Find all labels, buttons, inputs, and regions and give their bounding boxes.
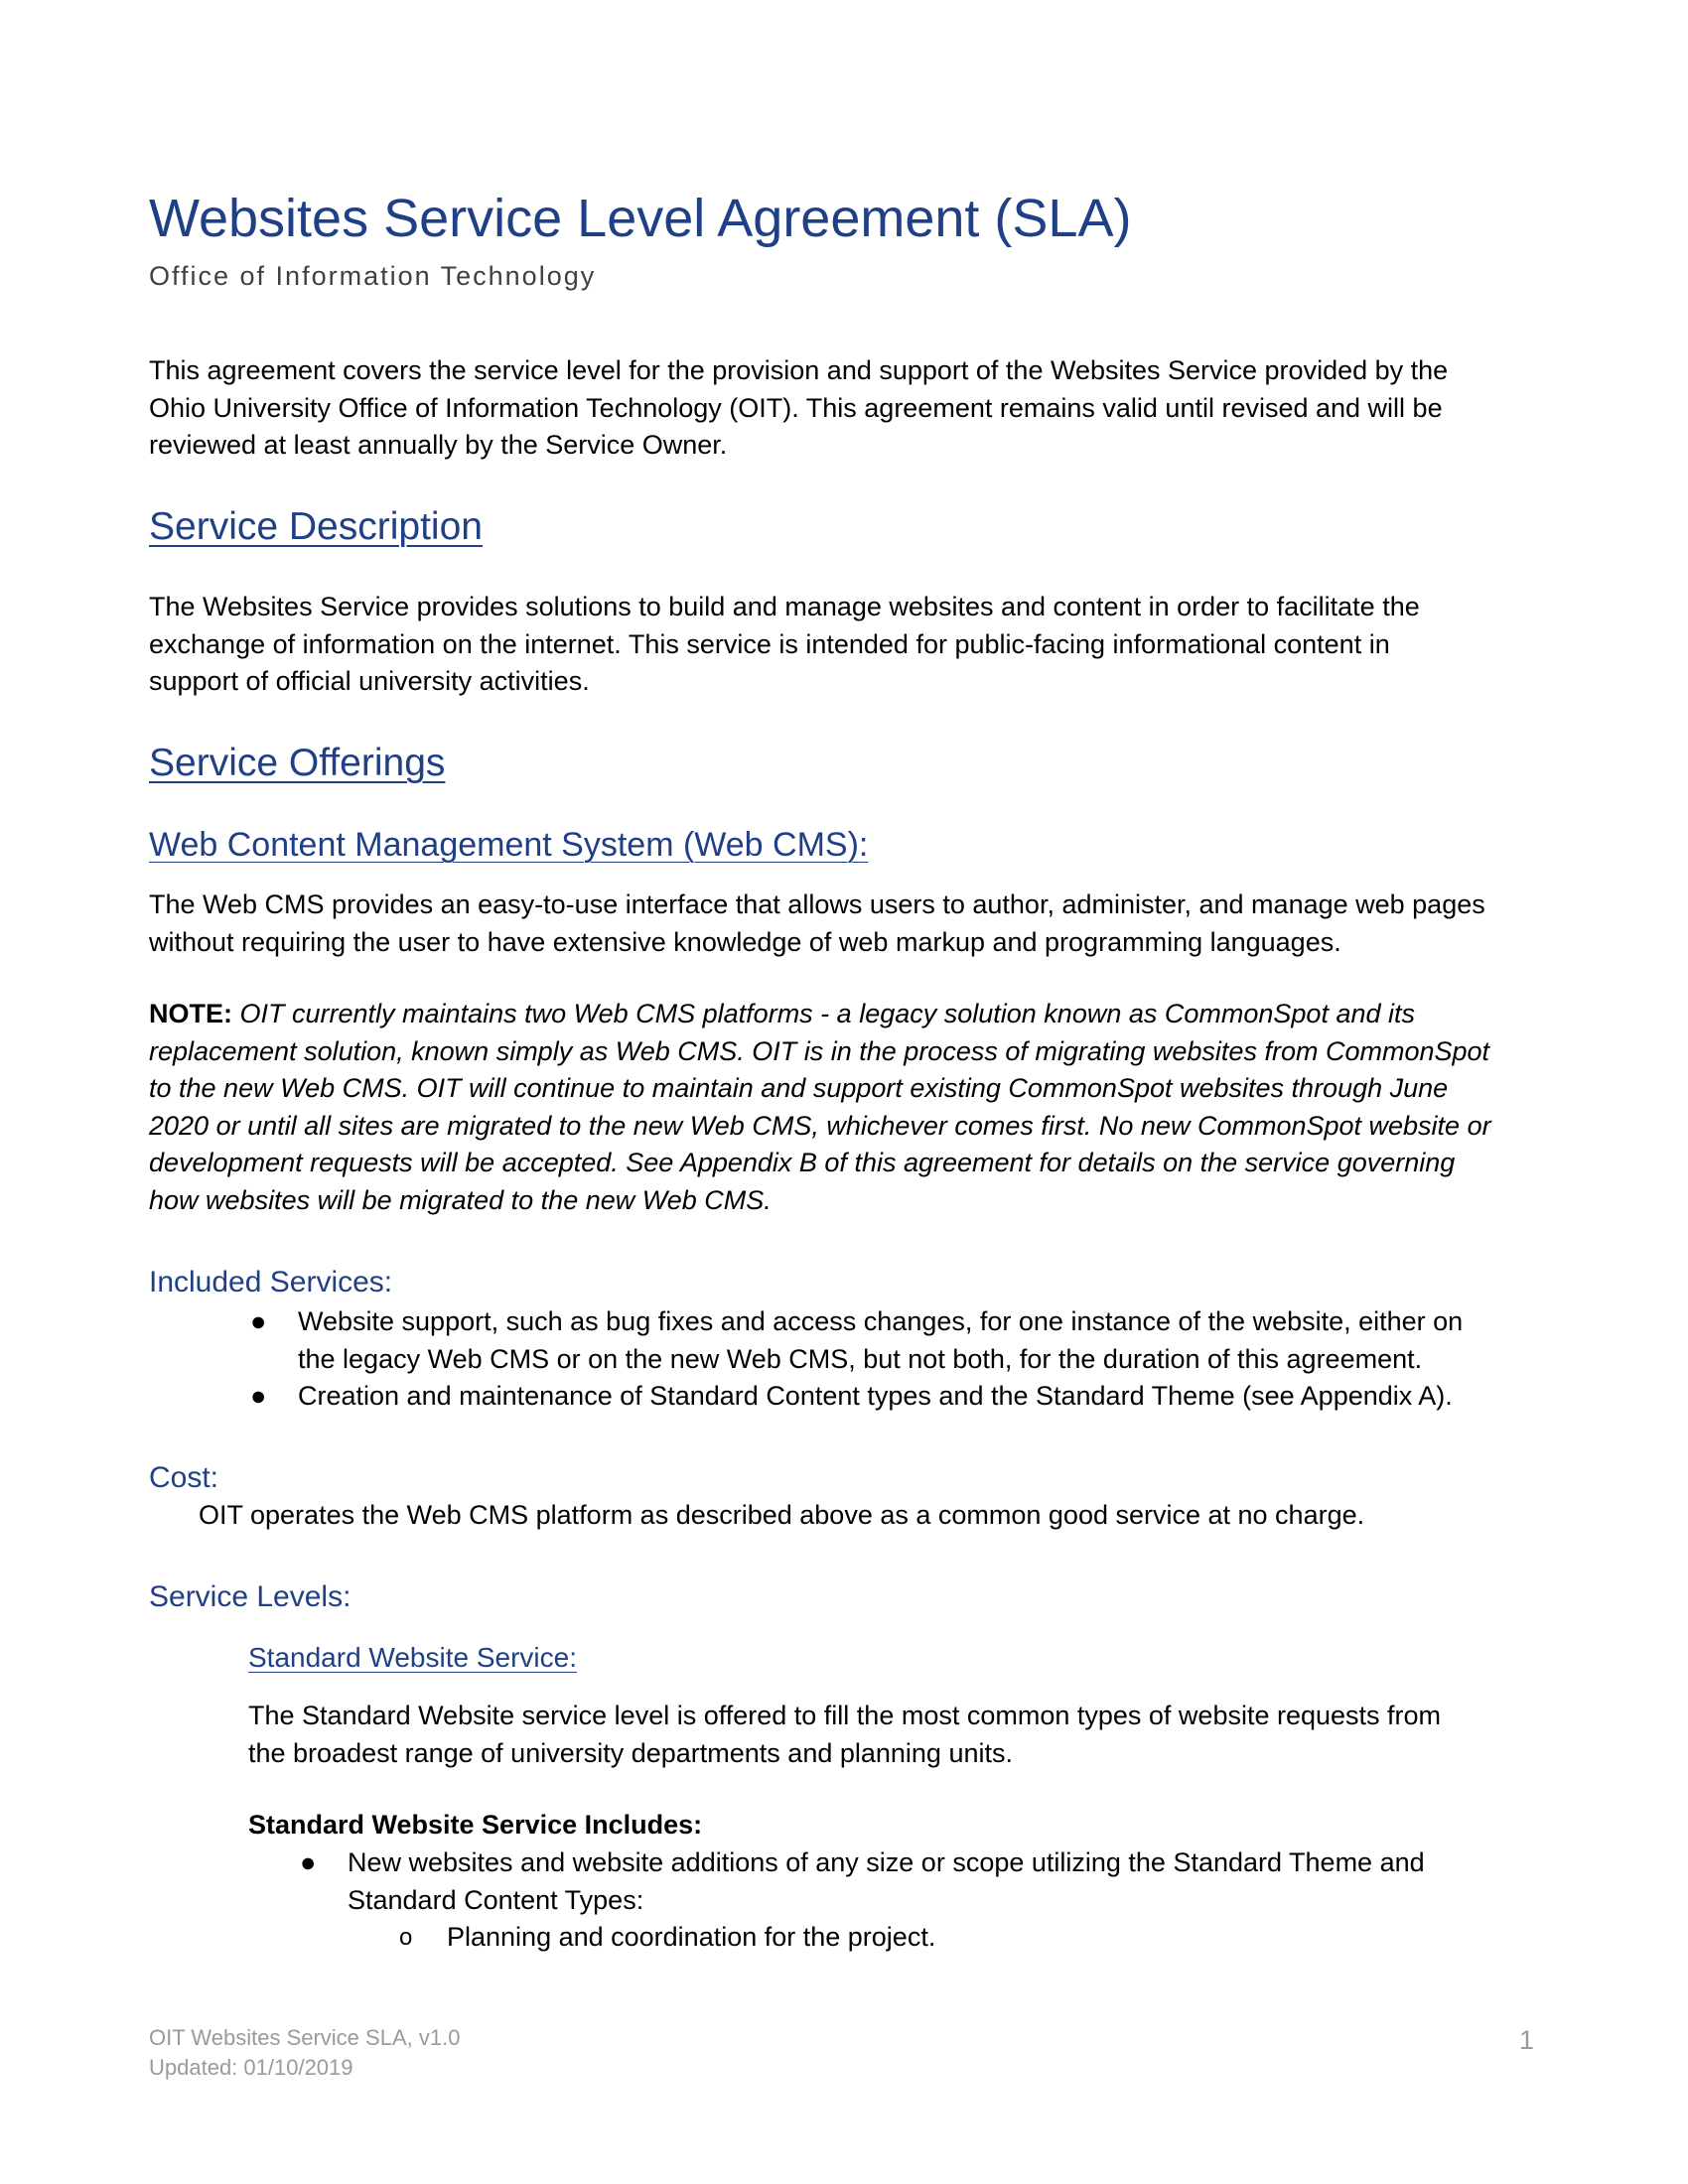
list-item-line: Creation and maintenance of Standard Content types and the Standard Theme (see Appendix A). [298, 1381, 1453, 1411]
bullet-icon: ● [250, 1381, 267, 1411]
cost-heading: Cost: [149, 1461, 219, 1494]
included-services-list [250, 1303, 1464, 1416]
standard-includes-list [300, 1844, 1425, 1919]
note-line: to the new Web CMS. OIT will continue to maintain and support existing CommonSpot websites through June [149, 1073, 1449, 1103]
note-line: development requests will be accepted. See Appendix B of this agreement for details on the service governing [149, 1148, 1456, 1177]
list-item-line: Standard Content Types: [348, 1884, 644, 1915]
intro-line: Ohio University Office of Information Technology (OIT). This agreement remains valid until revised and will be [149, 392, 1443, 423]
intro-line: This agreement covers the service level for the provision and support of the Websites Service provided by the [149, 355, 1449, 385]
note-line: 2020 or until all sites are migrated to the new Web CMS, whichever comes first. No new CommonSpot website or [149, 1110, 1491, 1141]
web-cms-heading: Web Content Management System (Web CMS): [149, 826, 869, 864]
bullet-icon: ● [300, 1847, 317, 1877]
service-description-heading: Service Description [149, 505, 483, 548]
standard-website-service-heading: Standard Website Service: [248, 1642, 577, 1673]
service-levels-heading: Service Levels: [149, 1580, 352, 1613]
included-services-heading: Included Services: [149, 1266, 393, 1298]
service-description-paragraph [149, 589, 1420, 701]
list-item [399, 1919, 936, 1957]
list-item-line: Planning and coordination for the project. [447, 1922, 936, 1952]
cost-text: OIT operates the Web CMS platform as described above as a common good service at no charge. [199, 1500, 1365, 1530]
list-item [300, 1844, 1425, 1919]
standard-website-paragraph [248, 1698, 1441, 1772]
service-offerings-heading: Service Offerings [149, 742, 446, 784]
bullet-icon: ● [250, 1306, 267, 1336]
document-title: Websites Service Level Agreement (SLA) [149, 189, 1132, 248]
web-cms-line: without requiring the user to have extensive knowledge of web markup and programming languages. [149, 926, 1341, 957]
note-line: replacement solution, known simply as Web CMS. OIT is in the process of migrating websites from CommonSpot [149, 1035, 1490, 1066]
note-paragraph [149, 996, 1491, 1219]
footer-updated: Updated: 01/10/2019 [149, 2055, 353, 2080]
list-item-line: the legacy Web CMS or on the new Web CMS, but not both, for the duration of this agreement. [298, 1343, 1423, 1374]
page-number: 1 [1519, 2025, 1535, 2055]
web-cms-paragraph [149, 887, 1485, 961]
standard-line: The Standard Website service level is offered to fill the most common types of website requests from [248, 1701, 1442, 1730]
description-line: exchange of information on the internet. This service is intended for public-facing informational content in [149, 628, 1390, 659]
intro-line: reviewed at least annually by the Service Owner. [149, 430, 728, 460]
footer-version: OIT Websites Service SLA, v1.0 [149, 2025, 461, 2050]
standard-line: the broadest range of university departments and planning units. [248, 1737, 1013, 1768]
circle-bullet-icon: o [399, 1924, 413, 1951]
intro-paragraph [149, 352, 1448, 465]
description-line: The Websites Service provides solutions to build and manage websites and content in order to facilitate the [149, 592, 1420, 621]
web-cms-line: The Web CMS provides an easy-to-use interface that allows users to author, administer, and manage web pages [149, 889, 1485, 919]
list-item-line: Website support, such as bug fixes and access changes, for one instance of the website, either on [298, 1306, 1464, 1336]
page-footer [149, 2023, 460, 2083]
standard-sub-list [399, 1919, 936, 1957]
list-item-line: New websites and website additions of any size or scope utilizing the Standard Theme and [348, 1847, 1425, 1877]
description-line: support of official university activities. [149, 666, 590, 696]
list-item [250, 1378, 1463, 1416]
standard-includes-heading: Standard Website Service Includes: [248, 1810, 703, 1840]
note-label: NOTE: [149, 999, 232, 1028]
document-subtitle: Office of Information Technology [149, 261, 597, 291]
note-line: how websites will be migrated to the new Web CMS. [149, 1184, 772, 1215]
note-text: OIT currently maintains two Web CMS platforms - a legacy solution known as CommonSpot and its [239, 999, 1415, 1028]
note-line [149, 996, 1491, 1033]
list-item [250, 1303, 1464, 1378]
